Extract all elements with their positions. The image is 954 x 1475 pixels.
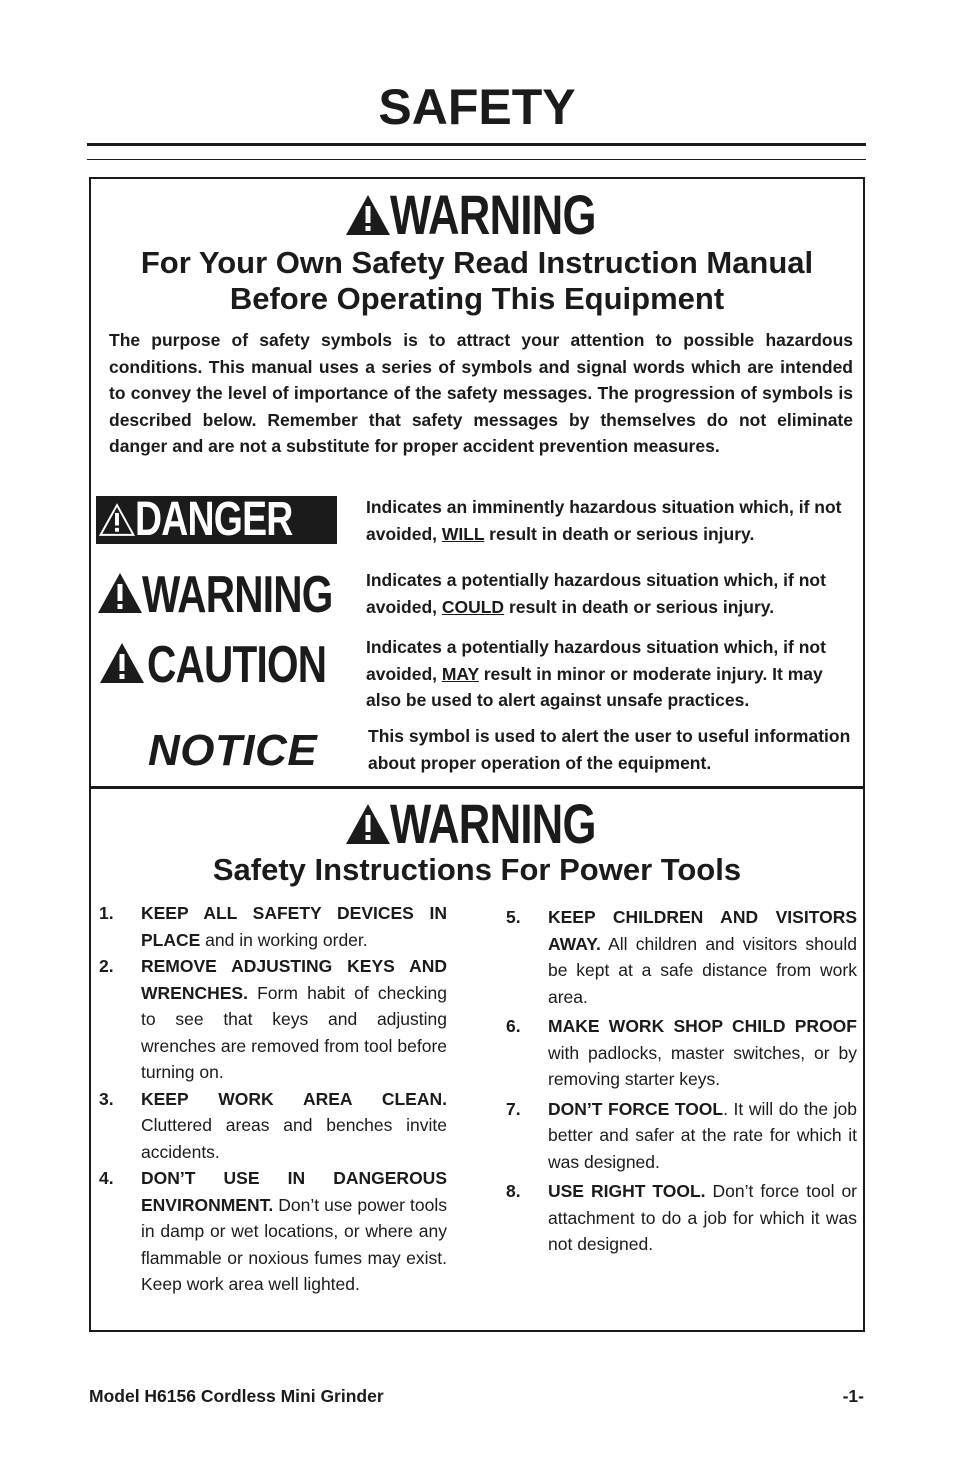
- warning-triangle-icon: [344, 193, 392, 237]
- warning-header: [91, 183, 863, 246]
- list-item: 6. MAKE WORK SHOP CHILD PROOF with padlocks, master switches, or by removing starter keys.: [506, 1016, 857, 1089]
- list-item: 2. REMOVE ADJUSTING KEYS AND WRENCHES. Form habit of checking to see that keys and adjusting wrenches are removed from tool before turning on.: [99, 956, 447, 1082]
- warning-triangle-icon: [99, 641, 145, 685]
- manual-heading-line2: Before Operating This Equipment: [229, 281, 725, 316]
- warning-signal-word-small: WARNING: [142, 566, 333, 624]
- warning-label: [94, 566, 344, 625]
- danger-label: [94, 493, 344, 552]
- power-tools-box: [89, 786, 865, 1332]
- warning-triangle-icon: [99, 498, 135, 542]
- instructions-list-right: [506, 904, 857, 1258]
- list-item: 5. KEEP CHILDREN AND VISITORS AWAY. All children and visitors should be kept at a safe distance from work area.: [506, 907, 857, 1007]
- page-title: SAFETY: [378, 79, 576, 135]
- power-tools-heading: Safety Instructions For Power Tools: [212, 852, 742, 887]
- warning-header-2: [91, 792, 863, 855]
- warning-signal-word: WARNING: [390, 183, 596, 246]
- list-item: 7. DON’T FORCE TOOL. It will do the job better and safer at the rate for which it was designed.: [506, 1098, 857, 1172]
- list-item: 8. USE RIGHT TOOL. Don’t force tool or attachment to do a job for which it was not designed.: [506, 1181, 858, 1254]
- warning-triangle-icon: [97, 571, 143, 615]
- instructions-list-left: [99, 900, 447, 1298]
- danger-description: Indicates an imminently hazardous situation which, if not avoided, WILL result in death or serious injury.: [366, 497, 842, 544]
- caution-signal-word: CAUTION: [147, 636, 327, 694]
- notice-signal-word: NOTICE: [148, 726, 318, 775]
- safety-symbols-box: [89, 177, 865, 789]
- footer-model: Model H6156 Cordless Mini Grinder: [89, 1386, 384, 1406]
- danger-signal-word: DANGER: [134, 493, 293, 546]
- list-item: 1. KEEP ALL SAFETY DEVICES IN PLACE and in working order.: [99, 903, 447, 950]
- notice-description: This symbol is used to alert the user to useful information about proper operation of the equipment.: [368, 726, 851, 773]
- divider-thin: [87, 159, 866, 160]
- warning-description: Indicates a potentially hazardous situation which, if not avoided, COULD result in death or serious injury.: [366, 570, 826, 617]
- footer-page-number: -1-: [842, 1386, 864, 1406]
- intro-paragraph: The purpose of safety symbols is to attract your attention to possible hazardous conditions. This manual uses a series of symbols and signal words which are intended to convey the level of importance of the safety messages. The progression of symbols is described below. Remember that safety messages by themselves do not eliminate danger and are not a substitute for proper accident prevention measures.: [109, 330, 853, 456]
- caution-label: [94, 636, 344, 695]
- notice-label: [94, 726, 344, 782]
- divider-thick: [87, 143, 866, 146]
- manual-heading-line1: For Your Own Safety Read Instruction Manual: [140, 245, 814, 280]
- caution-description: Indicates a potentially hazardous situation which, if not avoided, MAY result in minor or moderate injury. It may also be used to alert against unsafe practices.: [366, 637, 826, 710]
- danger-badge: [96, 493, 337, 546]
- warning-signal-word-2: WARNING: [390, 792, 596, 855]
- warning-triangle-icon: [344, 802, 392, 846]
- list-item: 3. KEEP WORK AREA CLEAN. Cluttered areas and benches invite accidents.: [99, 1088, 447, 1162]
- list-item: 4. DON’T USE IN DANGEROUS ENVIRONMENT. Don’t use power tools in damp or wet locations, or where any flammable or noxious fumes may exist. Keep work area well lighted.: [99, 1168, 447, 1294]
